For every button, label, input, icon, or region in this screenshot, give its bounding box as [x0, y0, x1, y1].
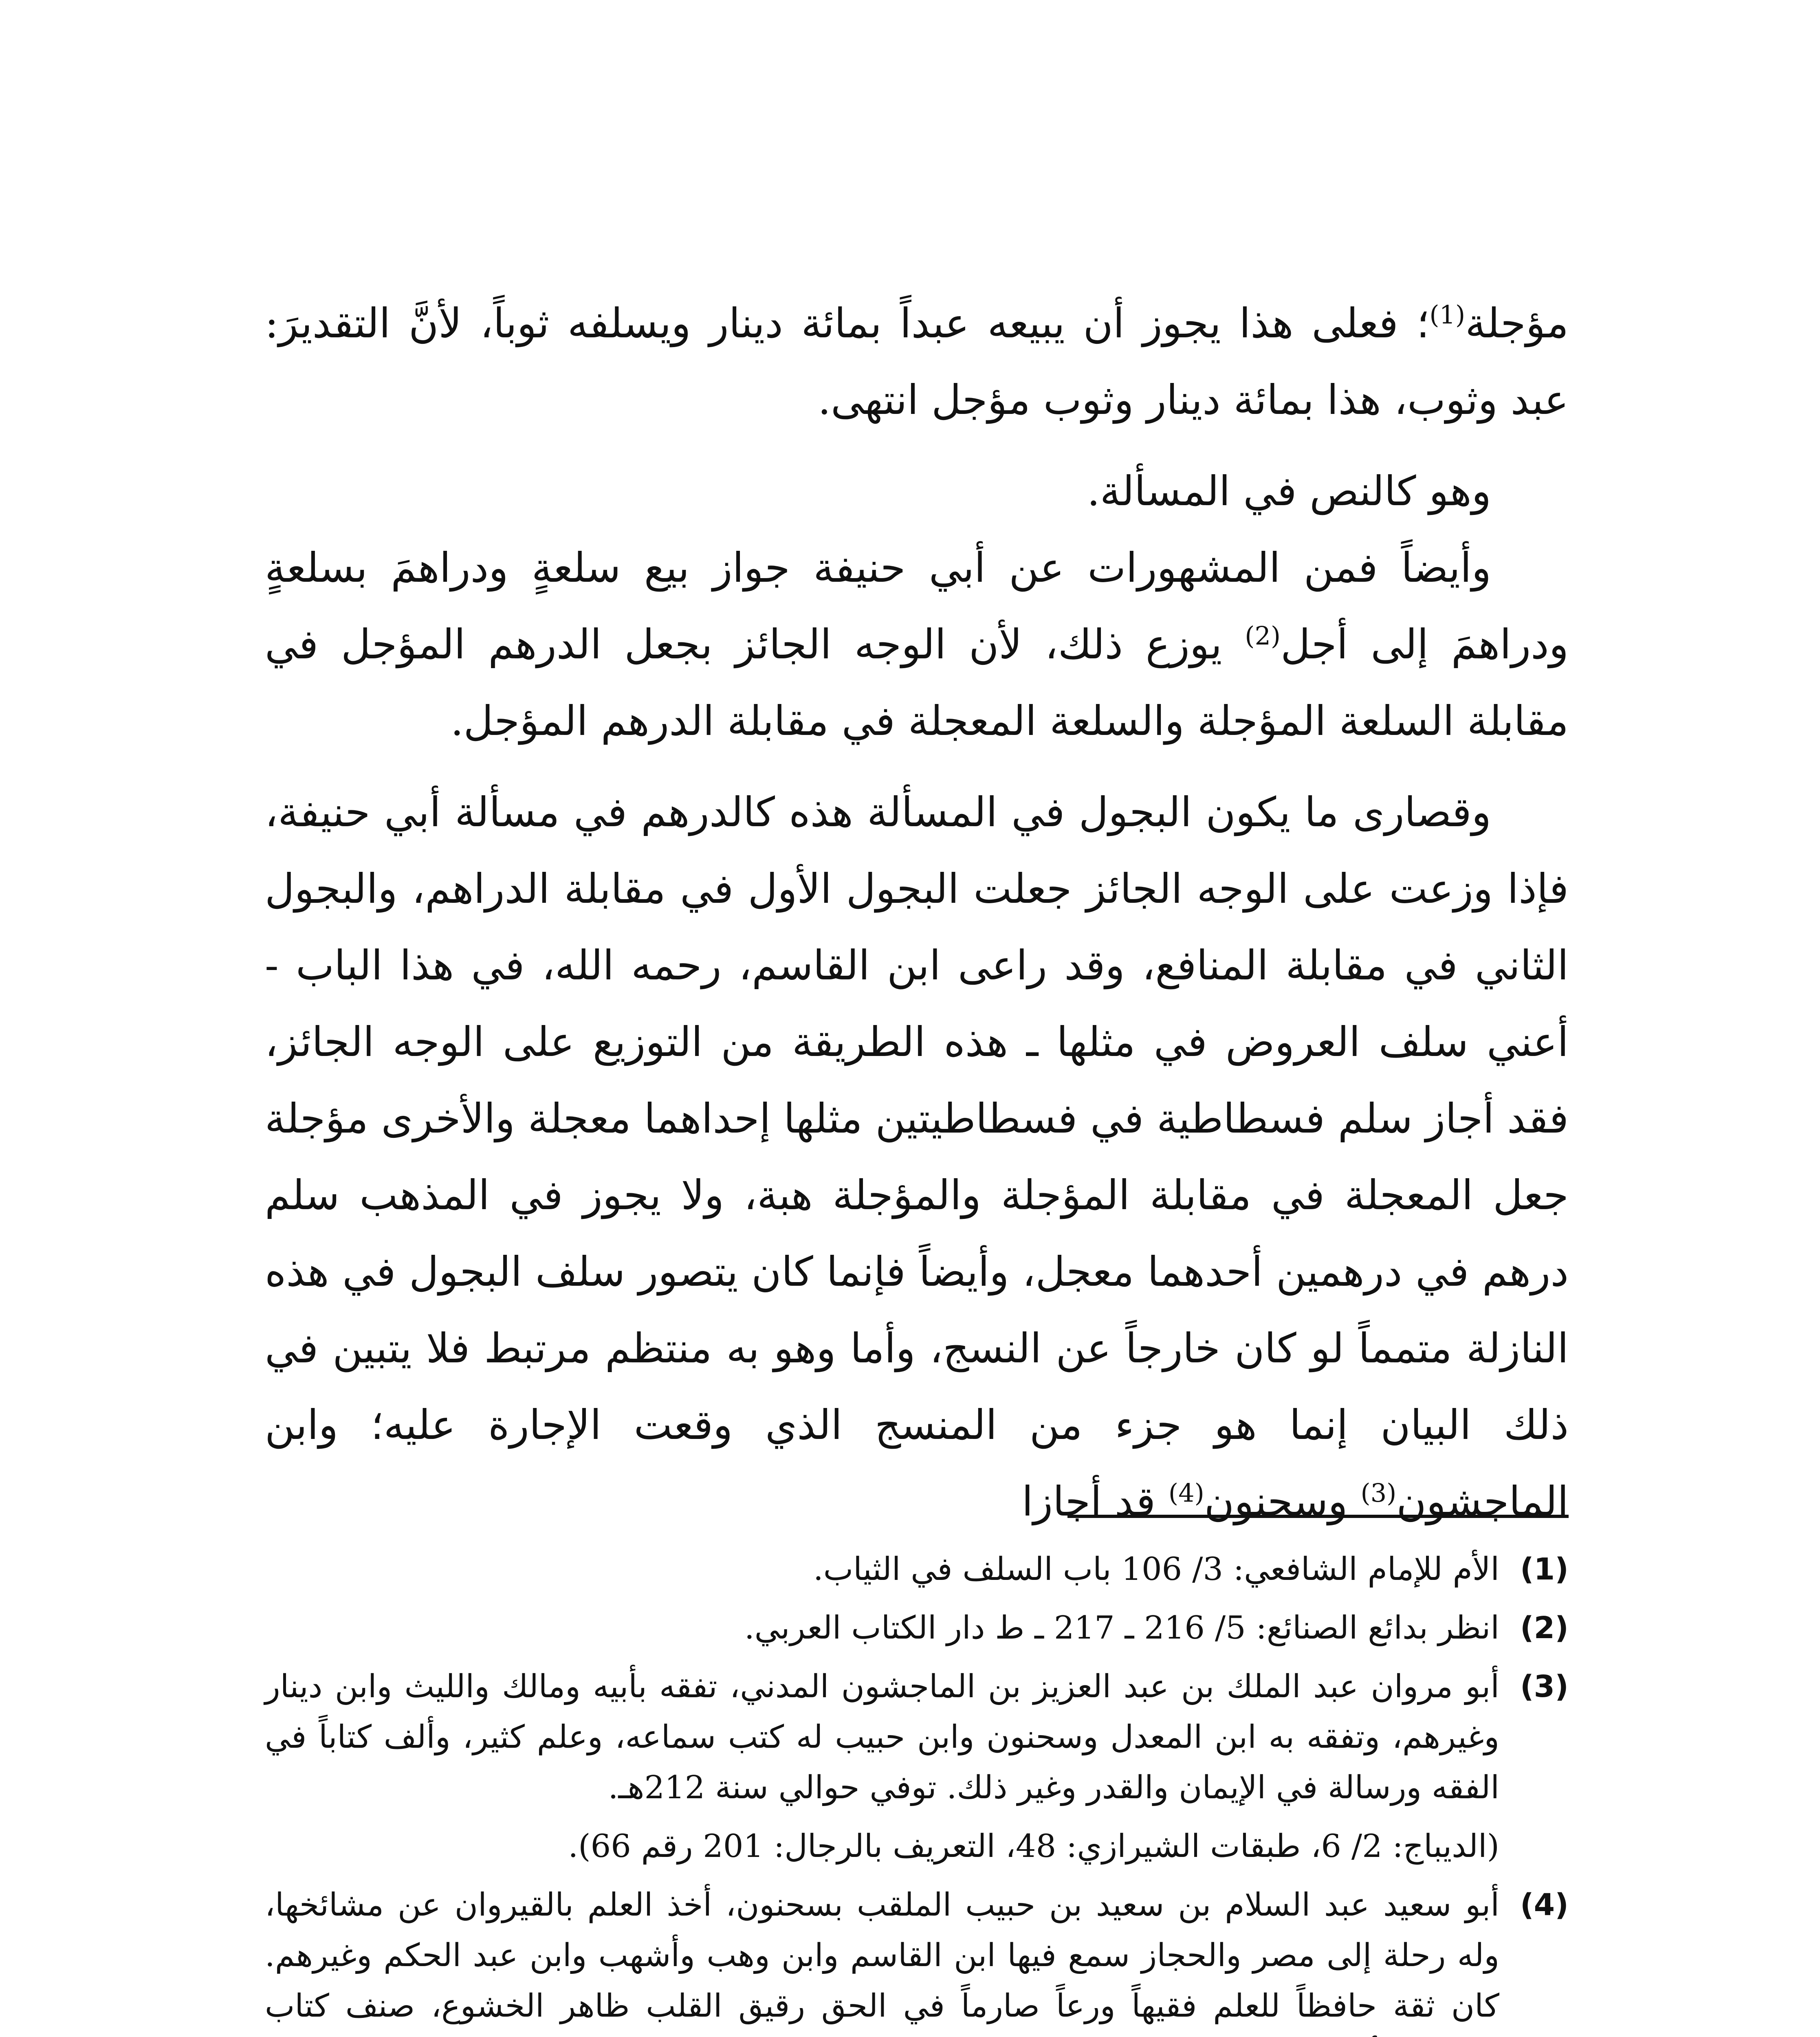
footnote-ref-1: (1) — [1429, 299, 1466, 330]
paragraph-2: وهو كالنص في المسألة. — [1087, 467, 1491, 515]
footnote-3-sources: (الديباج: 2/ 6، طبقات الشيرازي: 48، التعريف بالرجال: 201 رقم 66). — [568, 1828, 1499, 1865]
footnote-4 — [265, 1880, 1569, 2037]
footnote-text: الأم للإمام الشافعي: 3/ 106 باب السلف في الثياب. — [813, 1551, 1499, 1588]
footnote-1 — [265, 1544, 1569, 1595]
footnote-text: انظر بدائع الصنائع: 5/ 216 ـ 217 ـ ط دار الكتاب العربي. — [744, 1610, 1499, 1646]
footnote-text: أبو مروان عبد الملك بن عبد العزيز بن الماجشون المدني، تفقه بأبيه ومالك والليث وابن دينار وغيرهم، وتفقه به ابن المعدل وسحنون وابن حبيب له كتب سماعه، وعلم كثير، وألف كتاباً في الفقه ورسالة في الإيمان والقدر وغير ذلك. توفي حوالي سنة 212هـ. — [265, 1668, 1499, 1806]
paragraph-3 — [265, 530, 1569, 759]
paragraph-3-rest: يوزع ذلك، لأن الوجه الجائز بجعل الدرهم المؤجل في مقابلة السلعة المؤجلة والسلعة المعجلة في مقابلة الدرهم المؤجل. — [265, 620, 1569, 745]
paragraph-1-start: مؤجلة — [1465, 299, 1569, 347]
footnote-text: أبو سعيد عبد السلام بن سعيد بن حبيب الملقب بسحنون، أخذ العلم بالقيروان عن مشائخها، وله رحلة إلى مصر والحجاز سمع فيها ابن القاسم وابن وهب وأشهب وابن عبد الحكم وغيرهم. كان ثقة حافظاً للعلم فقيهاً ورعاً صارماً في الحق رقيق القلب ظاهر الخشوع، صنف كتاب — [265, 1887, 1499, 2024]
footnote-number: (2) — [1520, 1610, 1569, 1645]
footnote-separator — [1067, 1515, 1569, 1518]
footnote-number: (3) — [1520, 1669, 1569, 1704]
footnote-3 — [265, 1661, 1569, 1813]
paragraph-1 — [265, 285, 1569, 438]
footnote-2 — [265, 1603, 1569, 1653]
paragraph-4-end: قد أجازا — [1021, 1478, 1169, 1525]
paragraph-4 — [265, 774, 1569, 1540]
footnote-ref-4: (4) — [1168, 1478, 1204, 1508]
footnote-ref-3: (3) — [1360, 1478, 1397, 1508]
paragraph-3-start: وأيضاً فمن المشهورات عن أبي حنيفة جواز بيع سلعةٍ ودراهمَ بسلعةٍ ودراهمَ إلى أجل — [265, 544, 1569, 668]
paragraph-4-middle: وسحنون — [1204, 1478, 1361, 1525]
footnotes — [265, 1544, 1569, 2037]
footnote-number: (1) — [1520, 1552, 1569, 1587]
paragraph-4-start: وقصارى ما يكون البجول في المسألة هذه كالدرهم في مسألة أبي حنيفة، فإذا وزعت على الوجه الجائز جعلت البجول الأول في مقابلة الدراهم، والبجول الثاني في مقابلة المنافع، وقد راعى ابن القاسم، رحمه الله، في هذا الباب - أعني سلف العروض في مثلها ـ هذه الطريقة من التوزيع على الوجه الجائز، فقد أجاز سلم فسطاطية في فسطاطيتين مثلها إحداهما معجلة والأخرى مؤجلة جعل المعجلة في مقابلة المؤجلة والمؤجلة هبة، ولا يجوز في المذهب سلم درهم في درهمين أحدهما معجل، وأيضاً فإنما كان يتصور سلف البجول في هذه النازلة متمماً لو كان خارجاً عن النسج، وأما وهو به منتظم مرتبط فلا يتبين في ذلك البيان إنما هو جزء من المنسج الذي وقعت الإجارة عليه؛ وابن الماجشون — [265, 788, 1569, 1525]
footnote-number: (4) — [1520, 1887, 1569, 1923]
main-text — [265, 285, 1569, 1540]
paragraph-1-rest: ؛ فعلى هذا يجوز أن يبيعه عبداً بمائة دينار ويسلفه ثوباً، لأنَّ التقديرَ: عبد وثوب، هذا بمائة دينار وثوب مؤجل انتهى. — [265, 299, 1569, 424]
footnote-ref-2: (2) — [1245, 620, 1281, 651]
